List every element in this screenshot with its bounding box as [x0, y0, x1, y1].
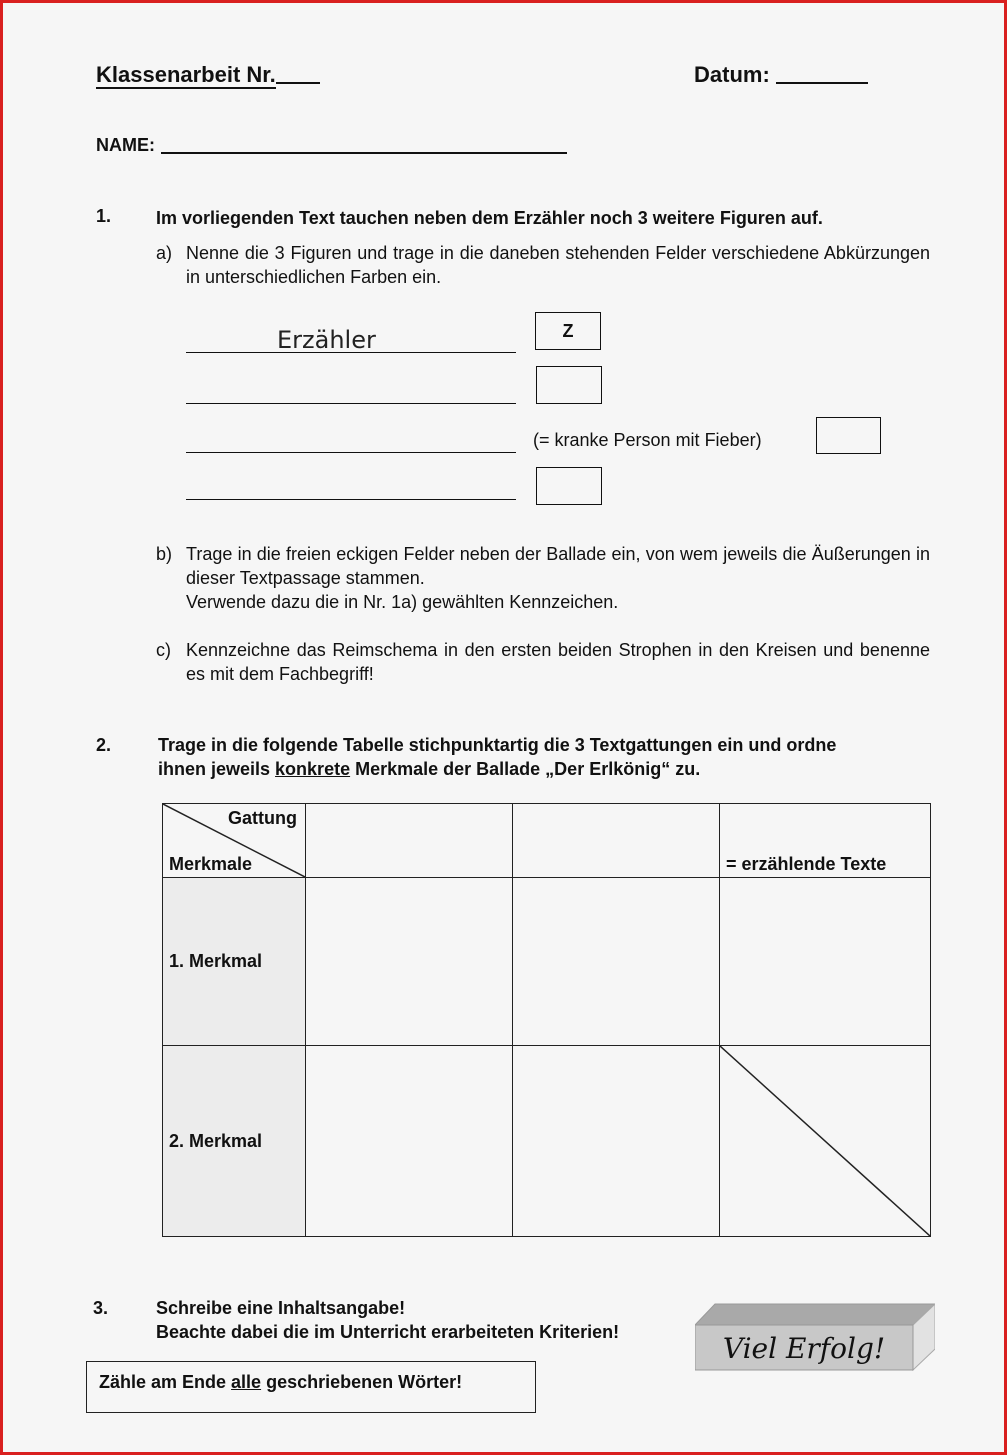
row2-cell-1[interactable]	[306, 1046, 513, 1237]
word-count-pre: Zähle am Ende	[99, 1372, 232, 1392]
fever-note: (= kranke Person mit Fieber)	[533, 430, 762, 450]
figure-code-box-1[interactable]: Z	[535, 312, 601, 350]
task1a-text: Nenne die 3 Figuren und trage in die daneben stehenden Felder verschiedene Abkürzungen in unterschiedlichen Farben ein.	[186, 243, 930, 287]
task3-line1: Schreibe eine Inhaltsangabe!	[156, 1298, 406, 1318]
date-blank[interactable]	[776, 64, 868, 84]
word-count-box	[86, 1361, 536, 1413]
task2-line2	[158, 757, 700, 781]
task3-line2: Beachte dabei die im Unterricht erarbeiteten Kriterien!	[156, 1322, 620, 1342]
narrator-name: Erzähler	[277, 326, 376, 354]
exam-number-blank[interactable]	[276, 64, 320, 84]
task2-line1: Trage in die folgende Tabelle stichpunktartig die 3 Textgattungen ein und ordne	[158, 735, 837, 755]
features-table	[162, 803, 931, 1237]
task2-line2-pre: ihnen jeweils	[158, 759, 276, 779]
task1c-letter: c)	[156, 640, 171, 660]
name-field	[96, 135, 567, 156]
figure-code-box-3[interactable]	[816, 417, 881, 454]
badge-text: Viel Erfolg!	[722, 1331, 886, 1365]
row2-cell-2[interactable]	[513, 1046, 720, 1237]
task1b-letter: b)	[156, 544, 173, 564]
task3-number: 3.	[93, 1298, 109, 1318]
task1-title: Im vorliegenden Text tauchen neben dem Erzähler noch 3 weitere Figuren auf.	[156, 208, 823, 228]
task2-line2-post: Merkmale der Ballade „Der Erlkönig“ zu.	[350, 759, 701, 779]
task1-number: 1.	[96, 206, 112, 226]
figure-code-box-4[interactable]	[536, 467, 602, 505]
row2-label: 2. Merkmal	[163, 1046, 306, 1237]
genre-cell-2[interactable]	[513, 804, 720, 878]
row2-cell-3-crossed	[720, 1046, 931, 1237]
figure-code-box-2[interactable]	[536, 366, 602, 404]
figure-line-2[interactable]	[186, 403, 516, 404]
genre-cell-1[interactable]	[306, 804, 513, 878]
genre-cell-3: = erzählende Texte	[720, 804, 931, 878]
row1-cell-1[interactable]	[306, 878, 513, 1046]
word-count-underlined: alle	[231, 1372, 262, 1392]
task2-line2-underlined: konkrete	[275, 759, 351, 779]
task1b-text: Trage in die freien eckigen Felder neben der Ballade ein, von wem jeweils die Äußerungen in dieser Textpassage stammen.	[186, 544, 930, 588]
exam-title	[96, 62, 320, 88]
row1-cell-2[interactable]	[513, 878, 720, 1046]
exam-title-label: Klassenarbeit Nr.	[96, 62, 276, 87]
task1b-text2: Verwende dazu die in Nr. 1a) gewählten Kennzeichen.	[186, 592, 619, 612]
good-luck-badge	[695, 1303, 935, 1371]
header-genre-label: Gattung	[228, 808, 297, 828]
figure-line-3[interactable]	[186, 452, 516, 453]
figure-line-4[interactable]	[186, 499, 516, 500]
table-header-diagonal-cell	[163, 804, 306, 878]
row1-cell-3[interactable]	[720, 878, 931, 1046]
task2-number: 2.	[96, 735, 112, 755]
task1c-text: Kennzeichne das Reimschema in den ersten beiden Strophen in den Kreisen und benenne es mit dem Fachbegriff!	[186, 640, 930, 684]
name-blank[interactable]	[161, 136, 567, 154]
diagonal-header	[163, 804, 305, 877]
date-field	[694, 62, 868, 88]
name-label: NAME:	[96, 135, 155, 155]
word-count-post: geschriebenen Wörter!	[261, 1372, 463, 1392]
cell-strike-line	[720, 1046, 930, 1236]
row1-label: 1. Merkmal	[163, 878, 306, 1046]
date-label: Datum:	[694, 62, 770, 87]
header-features-label: Merkmale	[169, 854, 253, 874]
task1a-letter: a)	[156, 243, 173, 263]
figure-line-1[interactable]	[186, 352, 516, 353]
